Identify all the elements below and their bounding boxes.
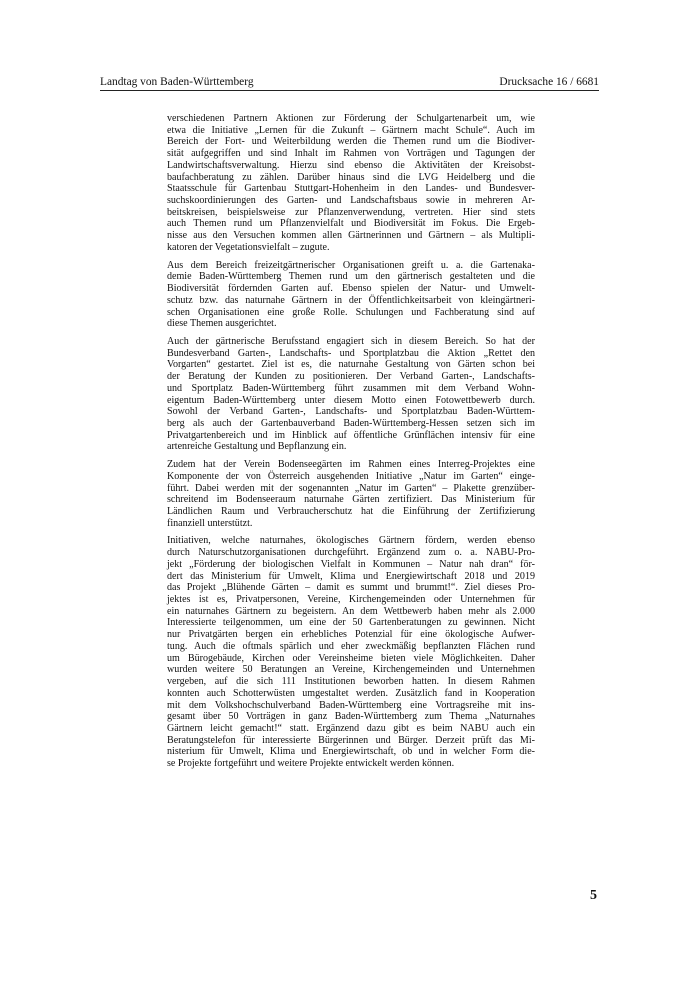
text-line: schreitend im Bodenseeraum naturnahe Gärten zertifiziert. Das Ministerium für [167, 494, 535, 506]
paragraph [167, 535, 535, 769]
text-line: schen Organisationen eine große Rolle. Schulungen und Fachberatung sind auf [167, 306, 535, 318]
text-line: vergeben, auf die sich 111 Institutionen beworben hatten. In diesem Rahmen [167, 676, 535, 688]
text-line: konnten auch Schotterwüsten umgestaltet werden. Zusätzlich fand in Kooperation [167, 687, 535, 699]
paragraph [167, 113, 535, 254]
text-line: Aus dem Bereich freizeitgärtnerischer Organisationen greift u. a. die Gartenaka- [167, 259, 535, 271]
text-line: schutz bzw. das naturnahe Gärtnern in der Öffentlichkeitsarbeit von kleingärtneri- [167, 294, 535, 306]
text-line: nisterium für Umwelt, Klima und Energiewirtschaft, ob und in welcher Form die- [167, 746, 535, 758]
text-line: und Sportplatz Baden-Württemberg führt zusammen mit dem Verband Wohn- [167, 382, 535, 394]
text-line: berg als auch der Gartenbauverband Baden-Württemberg-Hessen setzen sich im [167, 417, 535, 429]
text-line: Privatgartenbereich und im Hinblick auf öffentliche Grünflächen intensiv für eine [167, 429, 535, 441]
text-line: Beratungstelefon für interessierte Bürgerinnen und Bürger. Derzeit prüft das Mi- [167, 734, 535, 746]
text-line: demie Baden-Württemberg Themen rund um den gärtnerisch gestalteten und die [167, 271, 535, 283]
text-line: Interessierte teilgenommen, um eine der 50 Gartenberatungen zu gewinnen. Nicht [167, 617, 535, 629]
running-header [100, 75, 599, 89]
header-divider [100, 90, 599, 91]
text-line: katoren der Vegetationsvielfalt – zugute. [167, 241, 330, 253]
text-line: Bereich der Fort- und Weiterbildung werden die Themen rund um die Biodiver- [167, 136, 535, 148]
text-line: Staatsschule für Gartenbau Stuttgart-Hohenheim in den Landes- und Bundesver- [167, 183, 535, 195]
text-line: diese Themen ausgerichtet. [167, 318, 277, 330]
text-line: durch Naturschutzorganisationen durchgeführt. Ergänzend zum o. a. NABU-Pro- [167, 547, 535, 559]
text-line: sität aufgegriffen und sind Inhalt im Rahmen von Vorträgen und Tagungen der [167, 148, 535, 160]
text-line: dert das Ministerium für Umwelt, Klima und Energiewirtschaft 2018 und 2019 [167, 570, 535, 582]
text-line: tung. Auch die oftmals spärlich und eher zweckmäßig bepflanzten Flächen rund [167, 640, 535, 652]
paragraph [167, 260, 535, 330]
header-document-number: Drucksache 16 / 6681 [499, 76, 599, 88]
text-line: Sowohl der Verband Garten-, Landschafts- und Sportplatzbau Baden-Württem- [167, 406, 535, 418]
text-line: Bundesverband Garten-, Landschafts- und Sportplatzbau die Aktion „Rettet den [167, 347, 535, 359]
text-line: das Projekt „Blühende Gärten – damit es summt und brummt!“. Ziel dieses Pro- [167, 582, 535, 594]
text-line: Landwirtschaftsverwaltung. Hierzu sind ebenso die Aktivitäten der Kreisobst- [167, 159, 535, 171]
paragraph [167, 459, 535, 529]
text-line: finanziell unterstützt. [167, 517, 253, 529]
text-line: ein naturnahes Gärtnern zu begeistern. An dem Wettbewerb haben mehr als 2.000 [167, 605, 535, 617]
page-number: 5 [590, 888, 597, 903]
text-line: führt. Dabei werden mit der sogenannten „Natur im Garten“ – Plakette grenzüber- [167, 482, 535, 494]
text-line: eigentum Baden-Württemberg unter diesem Motto einen Fotowettbewerb durch. [167, 394, 535, 406]
document-body [167, 113, 535, 776]
text-line: verschiedenen Partnern Aktionen zur Förderung der Schulgartenarbeit um, wie [167, 113, 535, 124]
text-line: Gärtnern leicht gemacht!“ statt. Ergänzend dazu gibt es beim NABU auch ein [167, 722, 535, 734]
text-line: baufachberatung zu zählen. Darüber hinaus sind die LVG Heidelberg und die [167, 171, 535, 183]
text-line: mit dem Volkshochschulverband Baden-Württemberg eine Vortragsreihe mit ins- [167, 699, 535, 711]
text-line: gesamt über 50 Vorträgen in ganz Baden-Württemberg zum Thema „Naturnahes [167, 711, 535, 723]
text-line: nisse aus den Versuchen kommen allen Gärtnerinnen und Gärtnern – als Multipli- [167, 230, 535, 242]
text-line: suchskoordinierungen des Garten- und Landschaftsbaus sowie in mehreren Ar- [167, 195, 535, 207]
text-line: wurden weitere 50 Beratungen an Vereine, Kirchengemeinden und Unternehmen [167, 664, 535, 676]
text-line: jekt „Förderung der biologischen Vielfalt in Kommunen – Natur nah dran“ för- [167, 558, 535, 570]
text-line: Auch der gärtnerische Berufsstand engagiert sich in diesem Bereich. So hat der [167, 335, 535, 347]
text-line: Ländlichen Raum und Verbraucherschutz hat die Einführung der Zertifizierung [167, 506, 535, 517]
text-line: etwa die Initiative „Lernen für die Zukunft – Gärtnern macht Schule“. Auch im [167, 124, 535, 136]
text-line: jektes ist es, Privatpersonen, Vereine, Kirchengemeinden oder Unternehmen für [167, 594, 535, 606]
text-line: Komponente der von Österreich ausgehenden Initiative „Natur im Garten“ einge- [167, 470, 535, 482]
text-line: Vorgarten“ gestartet. Ziel ist es, die naturnahe Gestaltung von Gärten schon bei [167, 359, 535, 371]
header-publisher: Landtag von Baden-Württemberg [100, 76, 254, 88]
text-line: se Projekte fortgeführt und weitere Projekte entwickelt werden können. [167, 758, 455, 770]
text-line: artenreiche Gestaltung und Bepflanzung ein. [167, 441, 347, 453]
text-line: Initiativen, welche naturnahes, ökologisches Gärtnern fördern, werden ebenso [167, 535, 535, 547]
text-line: um Bürogebäude, Kirchen oder Vereinsheime bieten viele Möglichkeiten. Daher [167, 652, 535, 664]
text-line: auch Themen rund um Pflanzenvielfalt und Biodiversität im Fokus. Die Ergeb- [167, 218, 535, 230]
text-line: der Beratung der Kunden zu positionieren. Der Verband Garten-, Landschafts- [167, 371, 535, 383]
text-line: nur Privatgärten bergen ein erhebliches Potenzial für eine ökologische Aufwer- [167, 629, 535, 641]
text-line: beitskreisen, beispielsweise zur Pflanzenverwendung, vertreten. Hier sind stets [167, 206, 535, 218]
text-line: Zudem hat der Verein Bodenseegärten im Rahmen eines Interreg-Projektes eine [167, 459, 535, 471]
text-line: Biodiversität fördernden Garten auf. Ebenso spielen der Natur- und Umwelt- [167, 283, 535, 295]
paragraph [167, 336, 535, 453]
